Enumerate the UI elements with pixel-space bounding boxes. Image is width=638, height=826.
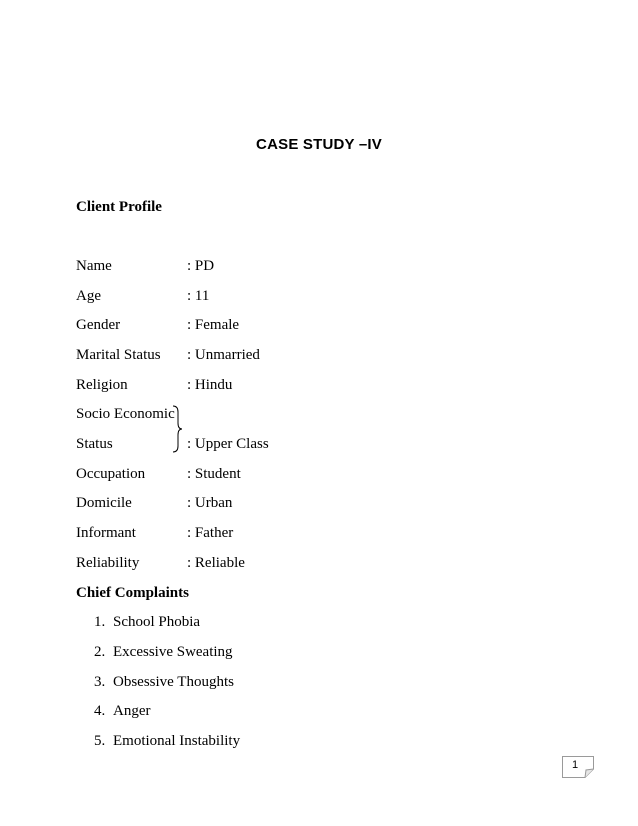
list-item-text: School Phobia (113, 614, 201, 630)
profile-label: Name (76, 258, 112, 274)
list-item (94, 674, 234, 691)
profile-value: : Upper Class (187, 436, 269, 452)
profile-label: Socio Economic (76, 406, 175, 422)
list-item (94, 614, 200, 631)
profile-label: Domicile (76, 495, 132, 511)
profile-row-occupation (76, 466, 476, 486)
profile-label: Occupation (76, 466, 146, 482)
profile-label: Reliability (76, 555, 140, 571)
profile-value: : 11 (187, 288, 210, 304)
profile-row-name (76, 258, 476, 278)
list-item-text: Emotional Instability (113, 733, 241, 749)
right-brace-icon (170, 404, 184, 454)
profile-row-religion (76, 377, 476, 397)
list-item-text: Anger (113, 703, 151, 719)
profile-value: : Urban (187, 495, 233, 511)
list-item-text: Obsessive Thoughts (113, 674, 234, 690)
chief-complaints-heading: Chief Complaints (76, 585, 189, 601)
profile-label: Status (76, 436, 113, 452)
profile-row-status (76, 436, 476, 456)
list-item-number: 3. (94, 674, 106, 690)
profile-value: : Student (187, 466, 241, 482)
list-item (94, 644, 233, 661)
list-item (94, 703, 151, 720)
profile-value: : Female (187, 317, 240, 333)
profile-row-socio-economic (76, 406, 476, 426)
client-profile-heading: Client Profile (76, 199, 162, 215)
list-item-number: 5. (94, 733, 106, 749)
profile-label: Marital Status (76, 347, 161, 363)
profile-value: : PD (187, 258, 215, 274)
profile-row-domicile (76, 495, 476, 515)
list-item-number: 1. (94, 614, 106, 630)
profile-row-marital-status (76, 347, 476, 367)
profile-row-informant (76, 525, 476, 545)
list-item-number: 2. (94, 644, 106, 660)
profile-label: Informant (76, 525, 136, 541)
profile-row-age (76, 288, 476, 308)
page-title: CASE STUDY –IV (256, 136, 382, 153)
profile-value: : Unmarried (187, 347, 260, 363)
profile-label: Gender (76, 317, 121, 333)
list-item-text: Excessive Sweating (113, 644, 233, 660)
list-item-number: 4. (94, 703, 106, 719)
page-number: 1 (571, 759, 579, 771)
profile-label: Religion (76, 377, 128, 393)
profile-row-gender (76, 317, 476, 337)
profile-value: : Father (187, 525, 234, 541)
profile-row-reliability (76, 555, 476, 575)
profile-value: : Reliable (187, 555, 245, 571)
profile-value: : Hindu (187, 377, 233, 393)
profile-label: Age (76, 288, 101, 304)
list-item (94, 733, 240, 750)
